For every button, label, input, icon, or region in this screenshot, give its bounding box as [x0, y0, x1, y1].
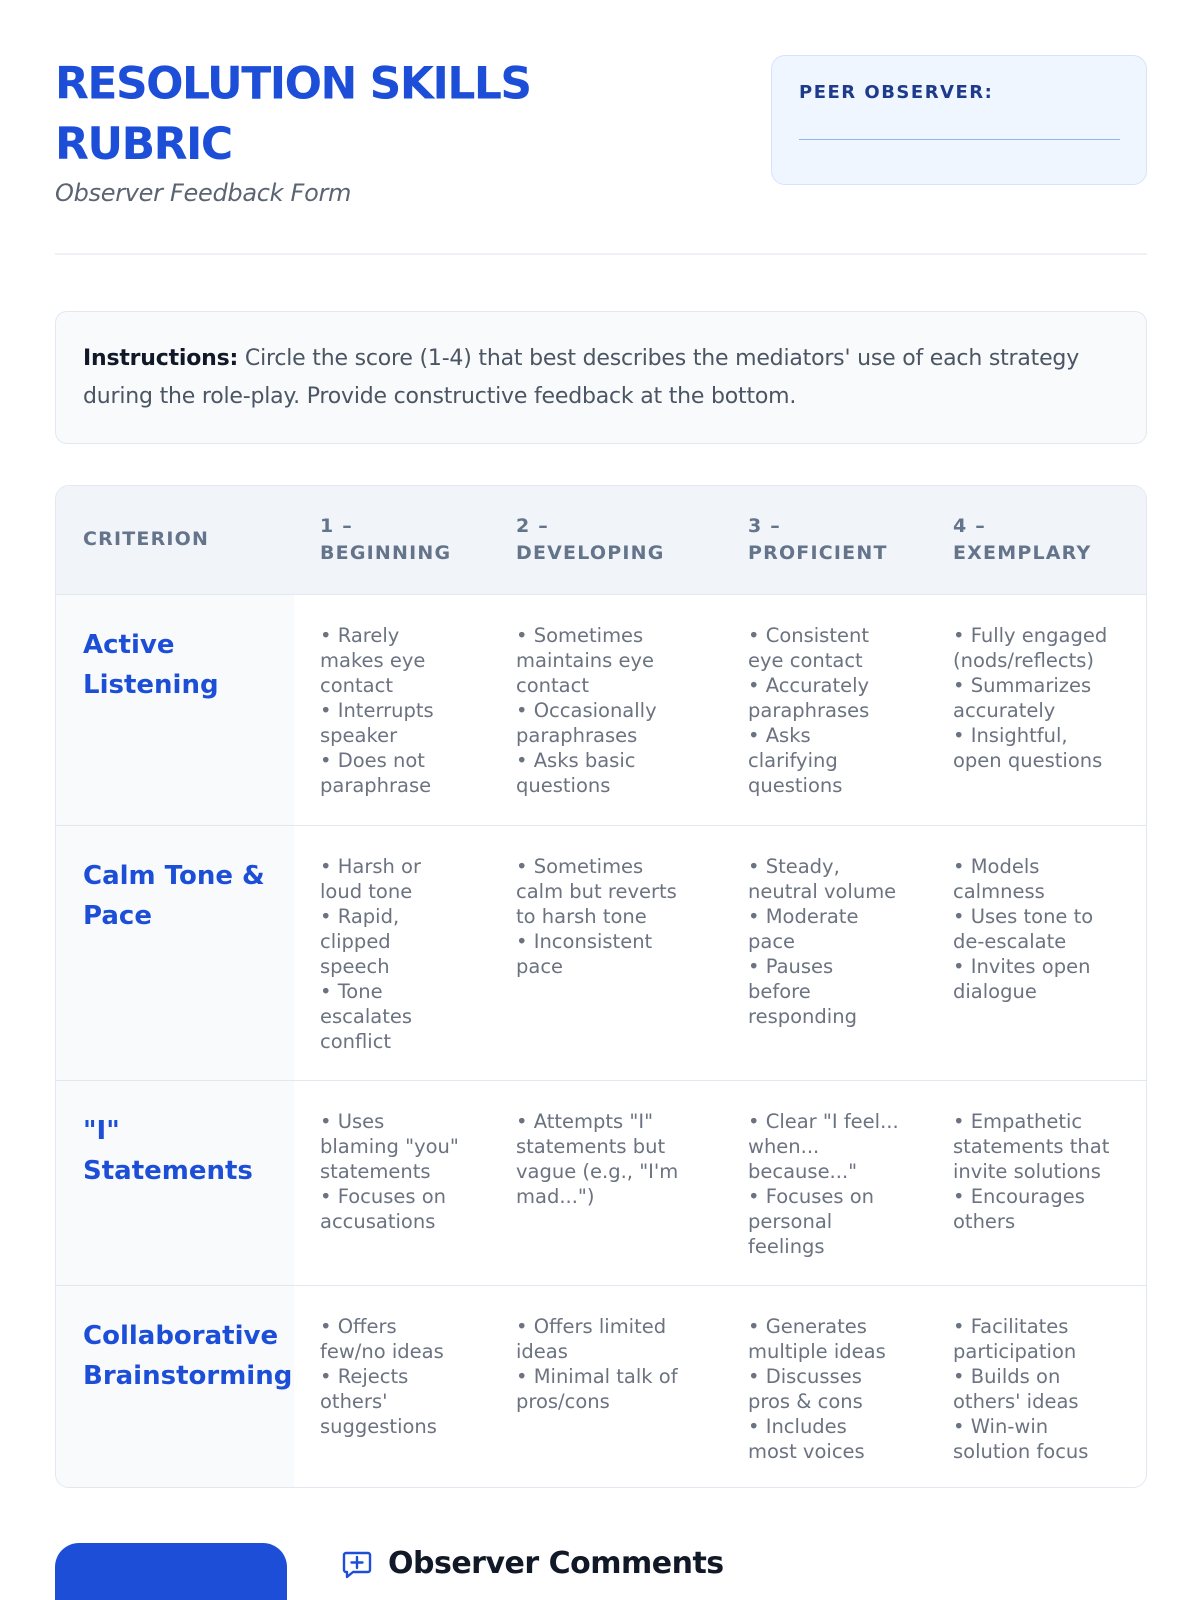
instructions-text: Circle the score (1-4) that best describes the mediators' use of each strategy during the role-play. Provide constructive feedback at the bottom. [83, 346, 1080, 409]
descriptor-item: • Clear "I feel... when... because..." [748, 1109, 899, 1183]
score-cell-exemplary[interactable] [927, 1285, 1147, 1488]
instructions-box [55, 311, 1147, 444]
descriptor-item: • Does not paraphrase [320, 748, 432, 797]
peer-observer-box [771, 55, 1147, 185]
instructions-lead: Instructions: [83, 346, 239, 371]
descriptor-item: • Offers limited ideas [516, 1314, 667, 1363]
descriptor-item: • Summarizes accurately [953, 673, 1092, 722]
rubric-row [56, 594, 1147, 825]
section-tab-block [55, 1543, 287, 1600]
score-cell-proficient[interactable] [722, 1285, 927, 1488]
criterion-cell: Active Listening [56, 594, 294, 825]
column-header-criterion: CRITERION [56, 486, 294, 594]
descriptor-item: • Focuses on accusations [320, 1184, 447, 1233]
peer-observer-label: PEER OBSERVER: [799, 82, 994, 103]
column-header-beginning: 1 – BEGINNING [294, 486, 490, 594]
descriptor-item: • Discusses pros & cons [748, 1364, 863, 1413]
observer-comments-title: Observer Comments [388, 1546, 724, 1581]
score-cell-exemplary[interactable] [927, 825, 1147, 1080]
descriptor-item: • Sometimes maintains eye contact [516, 623, 654, 697]
descriptor-item: • Attempts "I" statements but vague (e.g., "I'm mad...") [516, 1109, 679, 1208]
descriptor-item: • Steady, neutral volume [748, 854, 897, 903]
descriptor-item: • Builds on others' ideas [953, 1364, 1079, 1413]
score-cell-beginning[interactable] [294, 1285, 490, 1488]
descriptor-item: • Uses tone to de-escalate [953, 904, 1094, 953]
criterion-cell: Calm Tone & Pace [56, 825, 294, 1080]
descriptor-item: • Inconsistent pace [516, 929, 653, 978]
descriptor-item: • Minimal talk of pros/cons [516, 1364, 678, 1413]
descriptor-item: • Tone escalates conflict [320, 979, 412, 1053]
comment-plus-icon [340, 1547, 374, 1581]
descriptor-item: • Focuses on personal feelings [748, 1184, 875, 1258]
descriptor-item: • Invites open dialogue [953, 954, 1091, 1003]
descriptor-item: • Pauses before responding [748, 954, 857, 1028]
descriptor-item: • Offers few/no ideas [320, 1314, 444, 1363]
page-subtitle: Observer Feedback Form [55, 179, 352, 207]
descriptor-item: • Sometimes calm but reverts to harsh tone [516, 854, 677, 928]
rubric-header-row [56, 486, 1147, 594]
score-cell-proficient[interactable] [722, 825, 927, 1080]
score-cell-developing[interactable] [490, 594, 722, 825]
descriptor-item: • Encourages others [953, 1184, 1085, 1233]
score-cell-beginning[interactable] [294, 1080, 490, 1285]
rubric-row [56, 825, 1147, 1080]
descriptor-item: • Rapid, clipped speech [320, 904, 400, 978]
score-cell-exemplary[interactable] [927, 1080, 1147, 1285]
column-header-exemplary: 4 – EXEMPLARY [927, 486, 1147, 594]
score-cell-developing[interactable] [490, 825, 722, 1080]
descriptor-item: • Moderate pace [748, 904, 859, 953]
score-cell-developing[interactable] [490, 1080, 722, 1285]
descriptor-item: • Facilitates participation [953, 1314, 1077, 1363]
score-cell-beginning[interactable] [294, 594, 490, 825]
descriptor-item: • Asks basic questions [516, 748, 636, 797]
descriptor-item: • Rarely makes eye contact [320, 623, 426, 697]
observer-comments-header [340, 1546, 724, 1581]
criterion-cell: Collaborative Brainstorming [56, 1285, 294, 1488]
descriptor-item: • Asks clarifying questions [748, 723, 843, 797]
rubric-table [55, 485, 1147, 1488]
column-header-proficient: 3 – PROFICIENT [722, 486, 927, 594]
descriptor-item: • Occasionally paraphrases [516, 698, 657, 747]
score-cell-beginning[interactable] [294, 825, 490, 1080]
column-header-developing: 2 – DEVELOPING [490, 486, 722, 594]
score-cell-exemplary[interactable] [927, 594, 1147, 825]
descriptor-item: • Generates multiple ideas [748, 1314, 886, 1363]
score-cell-proficient[interactable] [722, 1080, 927, 1285]
descriptor-item: • Fully engaged (nods/reflects) [953, 623, 1108, 672]
descriptor-item: • Accurately paraphrases [748, 673, 870, 722]
score-cell-proficient[interactable] [722, 594, 927, 825]
descriptor-item: • Models calmness [953, 854, 1045, 903]
descriptor-item: • Rejects others' suggestions [320, 1364, 437, 1438]
page-title: RESOLUTION SKILLS RUBRIC [55, 57, 531, 171]
peer-observer-line[interactable] [799, 139, 1120, 140]
rubric-row [56, 1080, 1147, 1285]
descriptor-item: • Insightful, open questions [953, 723, 1103, 772]
descriptor-item: • Uses blaming "you" statements [320, 1109, 459, 1183]
descriptor-item: • Harsh or loud tone [320, 854, 421, 903]
score-cell-developing[interactable] [490, 1285, 722, 1488]
descriptor-item: • Interrupts speaker [320, 698, 434, 747]
descriptor-item: • Win-win solution focus [953, 1414, 1089, 1463]
descriptor-item: • Includes most voices [748, 1414, 865, 1463]
descriptor-item: • Empathetic statements that invite solutions [953, 1109, 1110, 1183]
rubric-row [56, 1285, 1147, 1488]
criterion-cell: "I" Statements [56, 1080, 294, 1285]
descriptor-item: • Consistent eye contact [748, 623, 869, 672]
page-header [55, 55, 1147, 255]
